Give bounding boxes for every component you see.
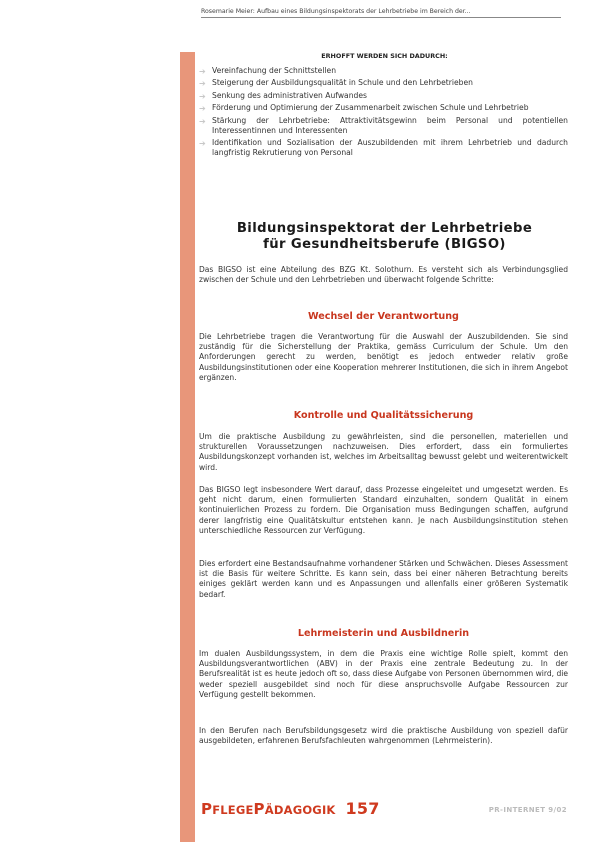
- intro-paragraph: Das BIGSO ist eine Abteilung des BZG Kt. Solothurn. Es versteht sich als Verbindungsglied zwischen der Schule und den Lehrbetrieben und überwacht folgende Schritte:: [199, 265, 568, 285]
- running-head: Rosemarie Meier: Aufbau eines Bildungsinspektorats der Lehrbetriebe im Bereich der...: [201, 8, 561, 18]
- section-2-paragraph-1: Um die praktische Ausbildung zu gewährleisten, sind die personellen, materiellen und strukturellen Voraussetzungen nachzuweisen. Dies erfordert, dass ein formuliertes Ausbildungskonzept vorhanden ist, welches im Arbeitsalltag bewusst gelebt und weiterentwickelt wird.: [199, 432, 568, 472]
- section-2-paragraph-2: Das BIGSO legt insbesondere Wert darauf, dass Prozesse eingeleitet und umgesetzt werden. Es geht nicht darum, einen formulierten Standard einzuhalten, sondern Qualität in einem kontinuierlichen Prozess zu fordern. Die Organisation muss Bedingungen schaffen, aufgrund derer langfristig eine Qualitätskultur entstehen kann. Je nach Ausbildungsinstitution stehen unterschiedliche Ressourcen zur Verfügung.: [199, 485, 568, 535]
- arrow-bullet-icon: ➔: [199, 79, 206, 89]
- article-title-line-1: Bildungsinspektorat der Lehrbetriebe: [236, 221, 533, 236]
- section-2-paragraph-3: Dies erfordert eine Bestandsaufnahme vorhandener Stärken und Schwächen. Dieses Assessment ist die Basis für weitere Schritte. Es kann sein, dass bei einer näheren Betrachtung bereits einiges geklärt werden kann und es Anpassungen und allenfalls einer größeren Systematik bedarf.: [199, 559, 568, 599]
- list-item: ➔ Stärkung der Lehrbetriebe: Attraktivitätsgewinn beim Personal und potentiellen Interessentinnen und Interessenten: [199, 115, 568, 135]
- benefits-list: [199, 66, 568, 161]
- arrow-bullet-icon: ➔: [199, 67, 206, 76]
- journal-title: PFLEGEPÄDAGOGIK 157: [201, 799, 380, 818]
- list-item: ➔ Senkung des administrativen Aufwandes: [199, 90, 367, 101]
- issue-label: PR-INTERNET 9/02: [488, 806, 567, 814]
- section-1-paragraph-1: Die Lehrbetriebe tragen die Verantwortung für die Auswahl der Auszubildenden. Sie sind zuständig für die Sicherstellung der Praktika, gemäss Curriculum der Schule. Um den Anforderungen gerecht zu werden, benötigt es jedoch entweder relativ große Ausbildungsinstitutionen oder eine Kooperation mehrerer Institutionen, die sich in ihrem Angebot ergänzen.: [199, 332, 568, 382]
- decorative-sidebar-bar: [180, 52, 195, 842]
- arrow-bullet-icon: ➔: [199, 91, 206, 101]
- list-item: ➔ Identifikation und Sozialisation der Auszubildenden mit ihrem Lehrbetrieb und dadurch langfristig Rekrutierung von Personal: [199, 138, 568, 158]
- page-number: 157: [345, 799, 380, 818]
- list-item: ➔ Förderung und Optimierung der Zusammenarbeit zwischen Schule und Lehrbetrieb: [199, 103, 529, 114]
- benefits-heading: ERHOFFT WERDEN SICH DADURCH:: [321, 52, 448, 60]
- list-item: ➔ Vereinfachung der Schnittstellen: [199, 66, 337, 76]
- arrow-bullet-icon: ➔: [199, 116, 206, 126]
- section-heading-responsibility: Wechsel der Verantwortung: [308, 311, 459, 322]
- section-heading-quality: Kontrolle und Qualitätssicherung: [293, 410, 474, 421]
- section-heading-trainer: Lehrmeisterin und Ausbildnerin: [297, 628, 470, 639]
- arrow-bullet-icon: ➔: [199, 139, 206, 149]
- arrow-bullet-icon: ➔: [199, 104, 206, 114]
- article-title-line-2: für Gesundheitsberufe (BIGSO): [263, 237, 506, 252]
- article-title: [201, 221, 568, 253]
- list-item: ➔ Steigerung der Ausbildungsqualität in Schule und den Lehrbetrieben: [199, 78, 473, 89]
- section-3-paragraph-2: In den Berufen nach Berufsbildungsgesetz wird die praktische Ausbildung von speziell dafür ausgebildeten, erfahrenen Berufsfachleuten wahrgenommen (Lehrmeisterin).: [199, 726, 568, 746]
- section-3-paragraph-1: Im dualen Ausbildungssystem, in dem die Praxis eine wichtige Rolle spielt, kommt den Ausbildungsverantwortlichen (ABV) in der Praxis eine zentrale Bedeutung zu. In der Berufsrealität ist es heute jedoch oft so, dass diese Aufgabe von Personen übernommen wird, die weder speziell ausgebildet sind noch für diese anspruchsvolle Aufgabe Ressourcen zur Verfügung gestellt bekommen.: [199, 649, 568, 699]
